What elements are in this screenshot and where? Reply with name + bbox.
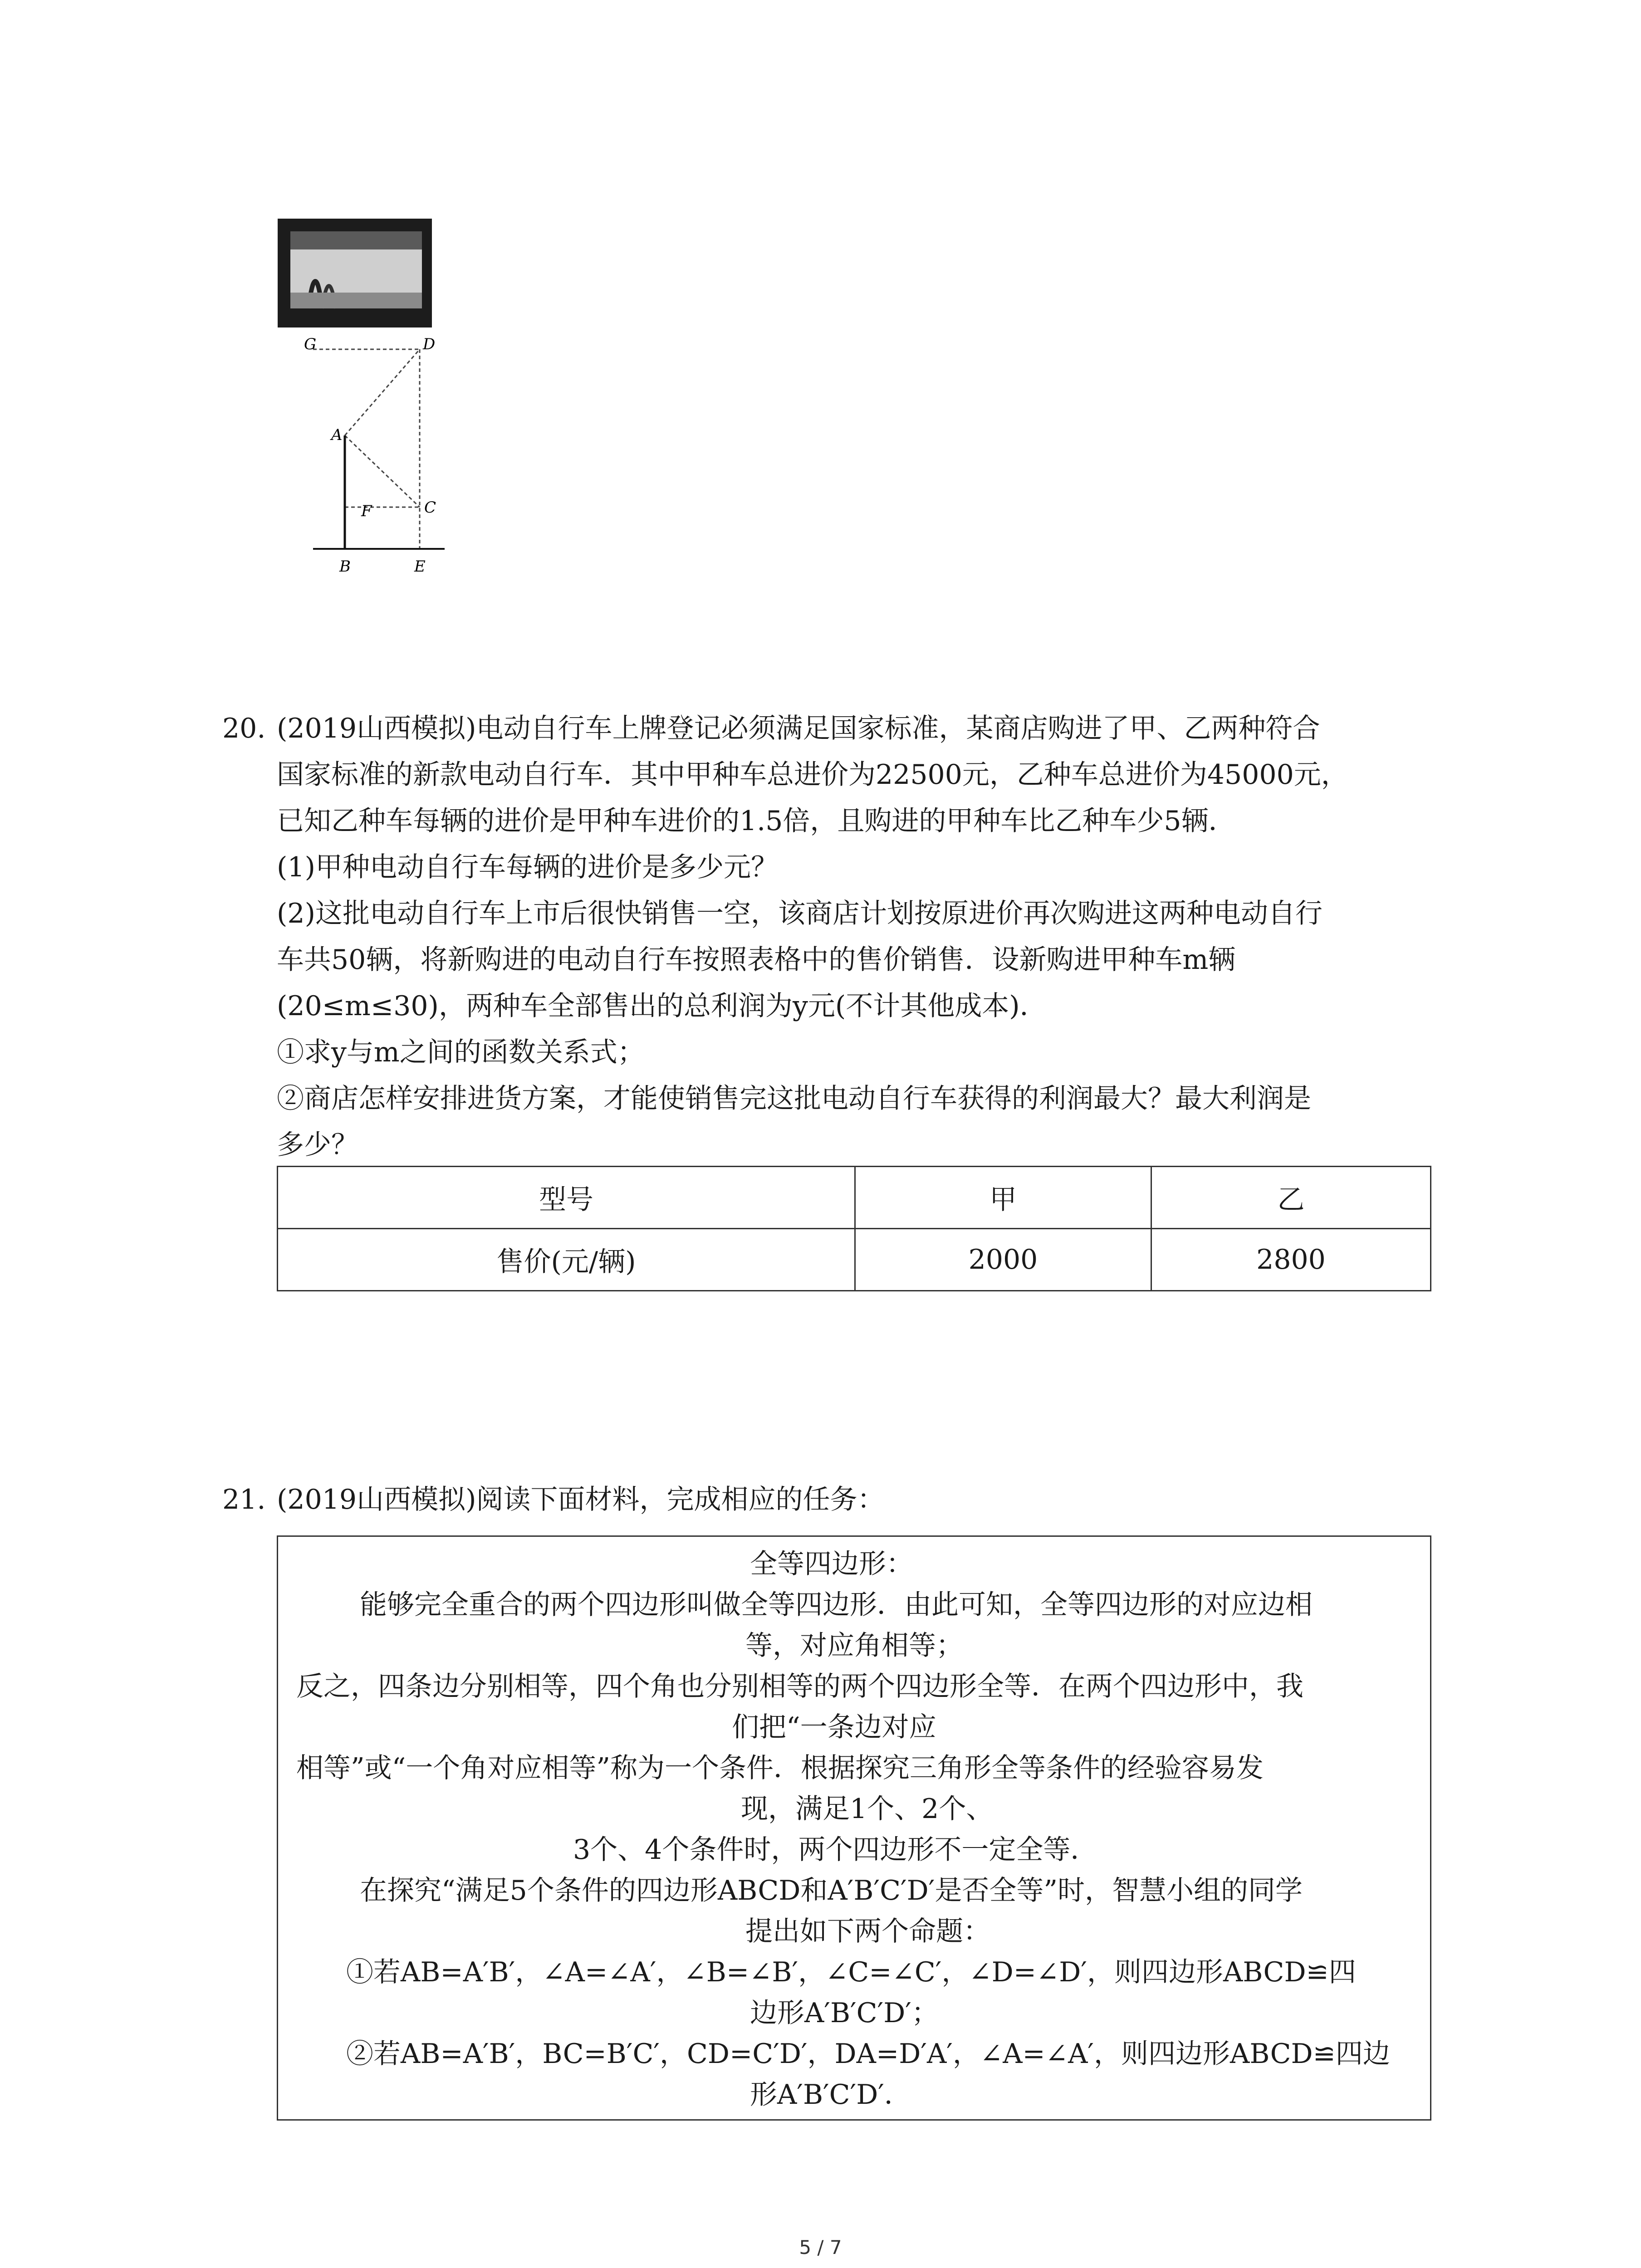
table-row xyxy=(278,1229,1431,1291)
material-line-2: 能够完全重合的两个四边形叫做全等四边形．由此可知，全等四边形的对应边相 xyxy=(360,1589,1313,1621)
table-cell: 甲 xyxy=(855,1167,1151,1229)
material-line-6: 相等”或“一个角对应相等”称为一个条件．根据探究三角形全等条件的经验容易发 xyxy=(296,1752,1264,1784)
label-d: D xyxy=(423,335,436,353)
material-line-11: ①若AB=A′B′，∠A=∠A′，∠B=∠B′，∠C=∠C′，∠D=∠D′，则四边形ABCD≌四 xyxy=(346,1956,1356,1988)
line-ac xyxy=(345,435,420,507)
page-number: 5 / 7 xyxy=(799,2236,842,2258)
table-cell: 售价(元/辆) xyxy=(278,1229,855,1291)
material-line-12: 边形A′B′C′D′； xyxy=(750,1997,939,2029)
table-cell: 乙 xyxy=(1151,1167,1431,1229)
label-g: G xyxy=(304,335,317,353)
table-cell: 2000 xyxy=(855,1229,1151,1291)
material-line-3: 等，对应角相等； xyxy=(745,1630,963,1662)
material-line-7: 现，满足1个、2个、 xyxy=(741,1793,994,1825)
q20-line-1: (2019山西模拟)电动自行车上牌登记必须满足国家标准，某商店购进了甲、乙两种符合 xyxy=(277,713,1320,744)
photo-ground xyxy=(290,293,422,308)
q20-line-2: 国家标准的新款电动自行车．其中甲种车总进价为22500元，乙种车总进价为45000元， xyxy=(277,759,1348,791)
q20-line-9: ②商店怎样安排进货方案，才能使销售完这批电动自行车获得的利润最大？最大利润是 xyxy=(277,1083,1311,1114)
question-number: 20. xyxy=(222,713,266,744)
material-line-13: ②若AB=A′B′，BC=B′C′，CD=C′D′，DA=D′A′，∠A=∠A′，则四边形ABCD≌四边 xyxy=(346,2038,1390,2070)
material-line-10: 提出如下两个命题： xyxy=(745,1916,990,1947)
material-line-9: 在探究“满足5个条件的四边形ABCD和A′B′C′D′是否全等”时，智慧小组的同学 xyxy=(360,1875,1303,1906)
material-line-1: 全等四边形： xyxy=(750,1548,913,1580)
material-line-8: 3个、4个条件时，两个四边形不一定全等． xyxy=(573,1834,1098,1866)
price-table xyxy=(277,1166,1431,1291)
label-e: E xyxy=(414,557,426,576)
question-number: 21. xyxy=(222,1484,266,1515)
q20-line-5: (2)这批电动自行车上市后很快销售一空，该商店计划按原进价再次购进这两种电动自行 xyxy=(277,898,1323,929)
q20-line-8: ①求y与m之间的函数关系式； xyxy=(277,1036,645,1068)
geometry-figure xyxy=(272,213,454,576)
q20-line-6: 车共50辆，将新购进的电动自行车按照表格中的售价销售．设新购进甲种车m辆 xyxy=(277,944,1236,976)
line-ad xyxy=(345,349,420,435)
table-cell: 型号 xyxy=(278,1167,855,1229)
q20-line-10: 多少？ xyxy=(277,1129,358,1161)
photo-sky xyxy=(290,231,422,249)
material-line-4: 反之，四条边分别相等，四个角也分别相等的两个四边形全等．在两个四边形中，我 xyxy=(296,1671,1303,1702)
material-line-14: 形A′B′C′D′． xyxy=(750,2079,911,2111)
table-row xyxy=(278,1167,1431,1229)
q21-intro: (2019山西模拟)阅读下面材料，完成相应的任务： xyxy=(277,1484,885,1515)
material-box xyxy=(277,1535,1431,2121)
label-a: A xyxy=(331,426,343,444)
label-b: B xyxy=(339,557,351,576)
q20-line-4: (1)甲种电动自行车每辆的进价是多少元？ xyxy=(277,851,778,883)
figure-svg xyxy=(272,213,454,576)
label-c: C xyxy=(424,499,436,517)
q20-line-3: 已知乙种车每辆的进价是甲种车进价的1.5倍，且购进的甲种车比乙种车少5辆． xyxy=(277,805,1236,837)
label-f: F xyxy=(361,502,372,520)
q20-line-7: (20≤m≤30)，两种车全部售出的总利润为y元(不计其他成本)． xyxy=(277,990,1047,1022)
table-cell: 2800 xyxy=(1151,1229,1431,1291)
material-line-5: 们把“一条边对应 xyxy=(732,1711,936,1743)
